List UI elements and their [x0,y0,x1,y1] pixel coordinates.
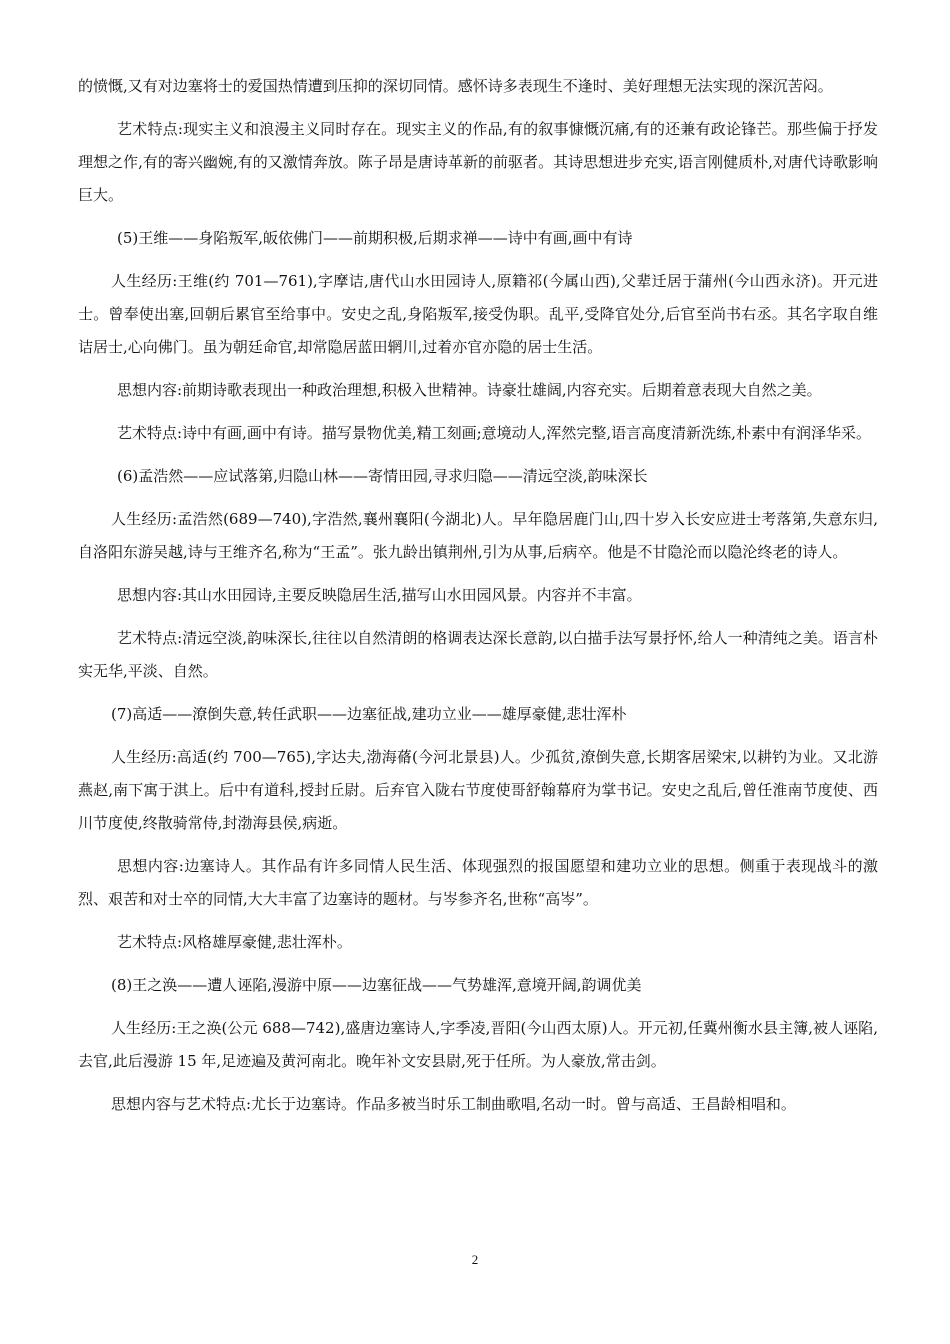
section-heading-gaoshi: (7)高适——潦倒失意,转任武职——边塞征战,建功立业——雄厚豪健,悲壮浑朴 [111,705,627,723]
document-body [78,70,878,1131]
section-heading-wangwei: (5)王维——身陷叛军,皈依佛门——前期积极,后期求禅——诗中有画,画中有诗 [117,229,633,247]
paragraph-thought-gaoshi: 思想内容:边塞诗人。其作品有许多同情人民生活、体现强烈的报国愿望和建功立业的思想。侧重于表现战斗的激烈、艰苦和对士卒的同情,大大丰富了边塞诗的题材。与岑参齐名,世称“高岑”。 [78,857,878,908]
paragraph-art-features-chenziang: 艺术特点:现实主义和浪漫主义同时存在。现实主义的作品,有的叙事慷慨沉痛,有的还兼有政论锋芒。那些偏于抒发理想之作,有的寄兴幽婉,有的又激情奔放。陈子昂是唐诗革新的前驱者。其诗思想进步充实,语言刚健质朴,对唐代诗歌影响巨大。 [78,120,878,204]
paragraph-thought-menghaoran: 思想内容:其山水田园诗,主要反映隐居生活,描写山水田园风景。内容并不丰富。 [117,586,642,604]
paragraph-thought-art-wangzhihuan: 思想内容与艺术特点:尤长于边塞诗。作品多被当时乐工制曲歌唱,名动一时。曾与高适、王昌龄相唱和。 [111,1095,796,1113]
page-number: 2 [471,1252,479,1267]
section-heading-menghaoran: (6)孟浩然——应试落第,归隐山林——寄情田园,寻求归隐——清远空淡,韵味深长 [117,467,648,485]
paragraph-life-gaoshi: 人生经历:高适(约 700—765),字达夫,渤海蓨(今河北景县)人。少孤贫,潦倒失意,长期客居梁宋,以耕钓为业。又北游燕赵,南下寓于淇上。后中有道科,授封丘尉。后弃官入陇右节度使哥舒翰幕府为掌书记。安史之乱后,曾任淮南节度使、西川节度使,终散骑常侍,封渤海县侯,病逝。 [78,748,878,832]
section-heading-wangzhihuan: (8)王之涣——遭人诬陷,漫游中原——边塞征战——气势雄浑,意境开阔,韵调优美 [111,976,642,994]
paragraph-art-gaoshi: 艺术特点:风格雄厚豪健,悲壮浑朴。 [117,933,352,951]
paragraph-life-wangwei: 人生经历:王维(约 701—761),字摩诘,唐代山水田园诗人,原籍祁(今属山西),父辈迁居于蒲州(今山西永济)。开元进士。曾奉使出塞,回朝后累官至给事中。安史之乱,身陷叛军,接受伪职。乱平,受降官处分,后官至尚书右丞。其名字取自维诘居士,心向佛门。虽为朝廷命官,却常隐居蓝田辋川,过着亦官亦隐的居士生活。 [78,272,878,356]
paragraph-art-menghaoran: 艺术特点:清远空淡,韵味深长,往往以自然清朗的格调表达深长意韵,以白描手法写景抒怀,给人一种清纯之美。语言朴实无华,平淡、自然。 [78,629,878,680]
paragraph-life-menghaoran: 人生经历:孟浩然(689—740),字浩然,襄州襄阳(今湖北)人。早年隐居鹿门山,四十岁入长安应进士考落第,失意东归,自洛阳东游吴越,诗与王维齐名,称为“王孟”。张九龄出镇荆州,引为从事,后病卒。他是不甘隐沦而以隐沦终老的诗人。 [78,510,878,561]
paragraph-continuation: 的愤慨,又有对边塞将士的爱国热情遭到压抑的深切同情。感怀诗多表现生不逢时、美好理想无法实现的深沉苦闷。 [78,77,833,95]
paragraph-art-wangwei: 艺术特点:诗中有画,画中有诗。描写景物优美,精工刻画;意境动人,浑然完整,语言高度清新洗练,朴素中有润泽华采。 [117,424,871,442]
paragraph-life-wangzhihuan: 人生经历:王之涣(公元 688—742),盛唐边塞诗人,字季凌,晋阳(今山西太原)人。开元初,任冀州衡水县主簿,被人诬陷,去官,此后漫游 15 年,足迹遍及黄河南北。晚年补文安县尉,死于任所。为人豪放,常击剑。 [78,1019,878,1070]
paragraph-thought-wangwei: 思想内容:前期诗歌表现出一种政治理想,积极入世精神。诗豪壮雄阔,内容充实。后期着意表现大自然之美。 [117,381,822,399]
